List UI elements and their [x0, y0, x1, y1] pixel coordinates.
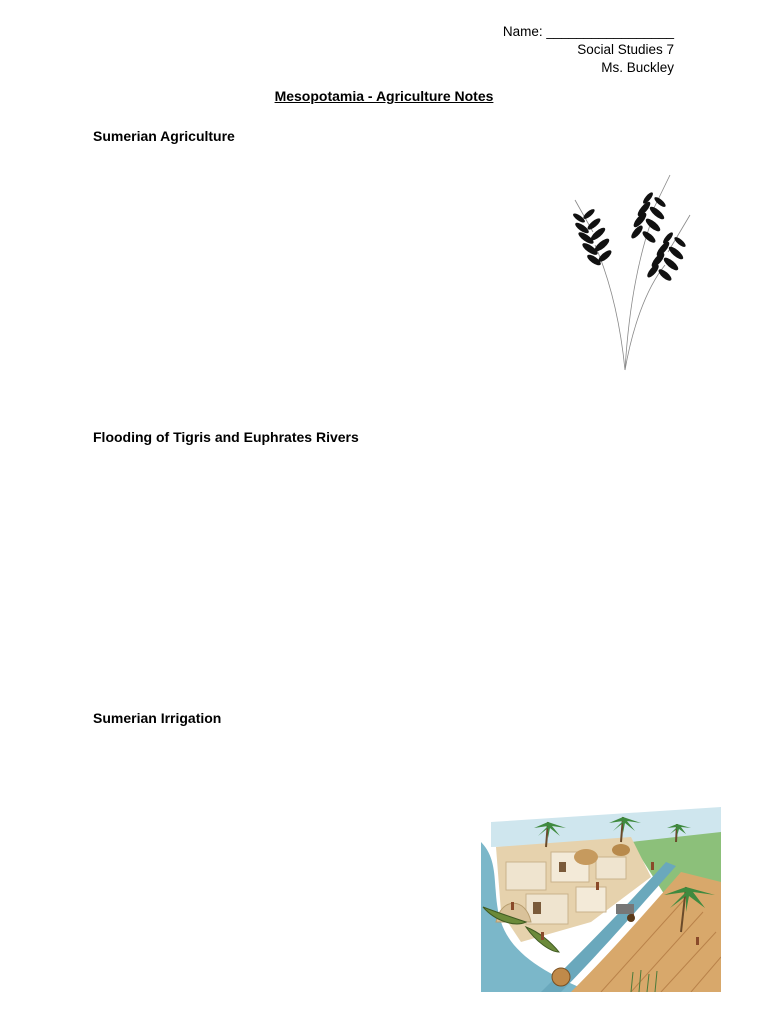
course-name: Social Studies 7	[577, 42, 674, 57]
student-name-line: Name: _________________	[502, 24, 674, 39]
section-heading-irrigation: Sumerian Irrigation	[93, 710, 222, 726]
section-heading-sumerian-agriculture: Sumerian Agriculture	[93, 128, 235, 144]
section-heading-flooding: Flooding of Tigris and Euphrates Rivers	[93, 429, 359, 445]
irrigation-scene-illustration	[481, 802, 721, 992]
teacher-name: Ms. Buckley	[601, 60, 674, 75]
wheat-icon	[560, 170, 700, 375]
page-title: Mesopotamia - Agriculture Notes	[274, 88, 494, 104]
